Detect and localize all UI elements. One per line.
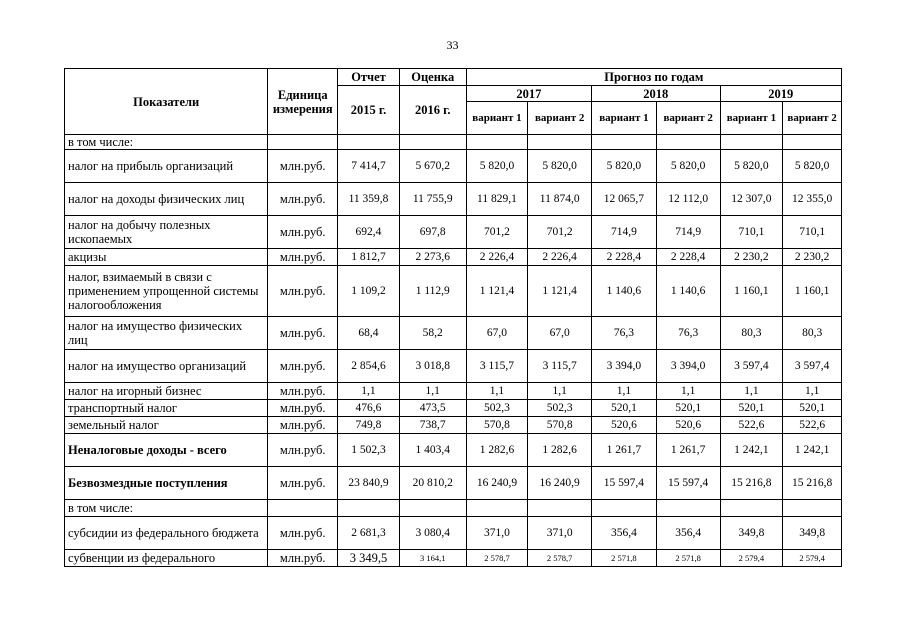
row-value [656,135,720,150]
row-value: 2 226,4 [466,249,528,266]
table-body [65,135,842,567]
row-unit: млн.руб. [268,517,338,550]
row-value [592,500,657,517]
header-estimate-year: 2016 г. [399,86,466,135]
table-row [65,216,842,249]
row-value: 3 018,8 [399,350,466,383]
row-value: 15 216,8 [783,467,842,500]
row-value: 1 282,6 [528,434,592,467]
row-value: 67,0 [466,317,528,350]
row-value: 58,2 [399,317,466,350]
table-row [65,249,842,266]
row-value: 749,8 [338,417,400,434]
row-unit: млн.руб. [268,383,338,400]
row-value: 80,3 [783,317,842,350]
row-value: 1 140,6 [656,266,720,317]
row-value: 2 228,4 [592,249,657,266]
row-value: 11 359,8 [338,183,400,216]
row-value: 349,8 [783,517,842,550]
row-value: 76,3 [592,317,657,350]
row-value: 2 273,6 [399,249,466,266]
row-value: 520,6 [592,417,657,434]
row-value: 1 261,7 [656,434,720,467]
row-value: 23 840,9 [338,467,400,500]
row-value: 692,4 [338,216,400,249]
row-value: 1 261,7 [592,434,657,467]
row-value: 356,4 [656,517,720,550]
row-value: 7 414,7 [338,150,400,183]
row-value: 1 812,7 [338,249,400,266]
row-value: 520,1 [720,400,783,417]
row-value [720,135,783,150]
row-value: 16 240,9 [528,467,592,500]
header-variant-1: вариант 1 [720,102,783,135]
section-label-row [65,135,842,150]
row-value: 20 810,2 [399,467,466,500]
row-value: 5 820,0 [592,150,657,183]
row-value: 15 597,4 [592,467,657,500]
row-unit: млн.руб. [268,216,338,249]
row-unit: млн.руб. [268,467,338,500]
row-value: 15 597,4 [656,467,720,500]
row-value: 3 394,0 [592,350,657,383]
row-value: 714,9 [592,216,657,249]
row-value: 2 579,4 [720,550,783,567]
row-value: 1,1 [466,383,528,400]
row-value: 5 670,2 [399,150,466,183]
row-unit: млн.руб. [268,550,338,567]
row-indicator: в том числе: [65,135,268,150]
row-value [399,135,466,150]
revenue-table [64,68,842,567]
row-value [466,500,528,517]
row-value: 710,1 [720,216,783,249]
row-value: 3 115,7 [466,350,528,383]
row-value: 520,1 [783,400,842,417]
row-value: 2 230,2 [720,249,783,266]
row-value: 714,9 [656,216,720,249]
header-report: Отчет [338,69,400,86]
row-unit [268,500,338,517]
row-value [783,135,842,150]
row-value: 5 820,0 [656,150,720,183]
row-value: 2 579,4 [783,550,842,567]
row-value: 2 226,4 [528,249,592,266]
row-value: 1,1 [592,383,657,400]
row-indicator: налог на добычу полезных ископаемых [65,216,268,249]
row-value: 3 164,1 [399,550,466,567]
header-year-2018: 2018 [592,86,720,102]
row-indicator: налог, взимаемый в связи с применением упрощенной системы налогообложения [65,266,268,317]
row-value: 5 820,0 [720,150,783,183]
table-row [65,383,842,400]
header-estimate: Оценка [399,69,466,86]
row-value: 522,6 [783,417,842,434]
header-year-2017: 2017 [466,86,591,102]
row-value: 76,3 [656,317,720,350]
page-number: 33 [446,38,459,52]
header-variant-2: вариант 2 [528,102,592,135]
row-value: 1 160,1 [720,266,783,317]
row-value: 476,6 [338,400,400,417]
row-value: 2 578,7 [466,550,528,567]
row-value: 522,6 [720,417,783,434]
row-indicator: земельный налог [65,417,268,434]
row-value: 2 230,2 [783,249,842,266]
row-value: 3 394,0 [656,350,720,383]
row-value: 520,1 [656,400,720,417]
row-value: 2 571,8 [592,550,657,567]
row-value: 570,8 [528,417,592,434]
table-row [65,467,842,500]
row-value: 3 597,4 [720,350,783,383]
row-value: 2 228,4 [656,249,720,266]
section-label-row [65,500,842,517]
row-value: 3 115,7 [528,350,592,383]
row-value: 1 160,1 [783,266,842,317]
row-value: 1 242,1 [783,434,842,467]
row-value: 1 109,2 [338,266,400,317]
row-value [528,500,592,517]
table-row [65,350,842,383]
row-value: 68,4 [338,317,400,350]
row-value: 3 349,5 [338,550,400,567]
row-value: 2 571,8 [656,550,720,567]
row-indicator: транспортный налог [65,400,268,417]
row-value [720,500,783,517]
row-value: 1 121,4 [466,266,528,317]
row-value: 5 820,0 [528,150,592,183]
row-value: 16 240,9 [466,467,528,500]
row-value: 5 820,0 [466,150,528,183]
row-value: 1 282,6 [466,434,528,467]
row-value: 1 403,4 [399,434,466,467]
row-value: 738,7 [399,417,466,434]
header-forecast: Прогноз по годам [466,69,841,86]
header-indicator: Показатели [65,69,268,135]
header-year-2019: 2019 [720,86,841,102]
row-indicator: Неналоговые доходы - всего [65,434,268,467]
row-value: 1 502,3 [338,434,400,467]
row-value: 1,1 [528,383,592,400]
row-value: 2 854,6 [338,350,400,383]
row-value: 12 355,0 [783,183,842,216]
row-value: 371,0 [528,517,592,550]
row-value [528,135,592,150]
header-variant-2: вариант 2 [783,102,842,135]
row-unit [268,135,338,150]
row-value: 15 216,8 [720,467,783,500]
row-value [338,135,400,150]
row-value: 5 820,0 [783,150,842,183]
row-unit: млн.руб. [268,266,338,317]
header-unit: Единица измерения [268,69,338,135]
row-value: 3 597,4 [783,350,842,383]
table-row [65,434,842,467]
table-row [65,517,842,550]
row-indicator: в том числе: [65,500,268,517]
row-indicator: акцизы [65,249,268,266]
table-row [65,317,842,350]
header-variant-1: вариант 1 [466,102,528,135]
row-value: 473,5 [399,400,466,417]
row-indicator: налог на доходы физических лиц [65,183,268,216]
row-value [656,500,720,517]
row-value: 710,1 [783,216,842,249]
table-row [65,417,842,434]
row-value [399,500,466,517]
row-value: 2 578,7 [528,550,592,567]
row-unit: млн.руб. [268,400,338,417]
row-value: 701,2 [528,216,592,249]
row-indicator: налог на имущество физических лиц [65,317,268,350]
row-unit: млн.руб. [268,249,338,266]
row-value: 1 121,4 [528,266,592,317]
row-value [783,500,842,517]
row-unit: млн.руб. [268,434,338,467]
row-indicator: налог на прибыль организаций [65,150,268,183]
row-value: 356,4 [592,517,657,550]
row-value [338,500,400,517]
row-value: 2 681,3 [338,517,400,550]
table-row [65,266,842,317]
row-value: 1,1 [720,383,783,400]
row-value: 1,1 [399,383,466,400]
row-value: 80,3 [720,317,783,350]
row-value: 1 242,1 [720,434,783,467]
row-indicator: Безвозмездные поступления [65,467,268,500]
header-variant-2: вариант 2 [656,102,720,135]
row-value: 349,8 [720,517,783,550]
row-value: 520,1 [592,400,657,417]
row-value: 67,0 [528,317,592,350]
row-value: 697,8 [399,216,466,249]
row-value: 11 874,0 [528,183,592,216]
row-unit: млн.руб. [268,317,338,350]
row-value: 1,1 [656,383,720,400]
row-value: 12 307,0 [720,183,783,216]
row-value [466,135,528,150]
row-indicator: налог на имущество организаций [65,350,268,383]
row-value: 701,2 [466,216,528,249]
row-indicator: налог на игорный бизнес [65,383,268,400]
table-row [65,183,842,216]
row-value: 502,3 [528,400,592,417]
row-unit: млн.руб. [268,350,338,383]
row-unit: млн.руб. [268,150,338,183]
row-value: 12 065,7 [592,183,657,216]
header-report-year: 2015 г. [338,86,400,135]
row-indicator: субсидии из федерального бюджета [65,517,268,550]
row-unit: млн.руб. [268,183,338,216]
row-value: 371,0 [466,517,528,550]
row-value: 12 112,0 [656,183,720,216]
table-header [65,69,842,135]
table-row [65,150,842,183]
header-variant-1: вариант 1 [592,102,657,135]
row-value: 11 829,1 [466,183,528,216]
row-value: 570,8 [466,417,528,434]
row-value: 3 080,4 [399,517,466,550]
row-indicator: субвенции из федерального [65,550,268,567]
row-value: 11 755,9 [399,183,466,216]
row-value: 1 140,6 [592,266,657,317]
row-value: 1,1 [338,383,400,400]
table-row [65,550,842,567]
row-unit: млн.руб. [268,417,338,434]
row-value: 502,3 [466,400,528,417]
row-value: 520,6 [656,417,720,434]
row-value [592,135,657,150]
row-value: 1 112,9 [399,266,466,317]
table-row [65,400,842,417]
row-value: 1,1 [783,383,842,400]
